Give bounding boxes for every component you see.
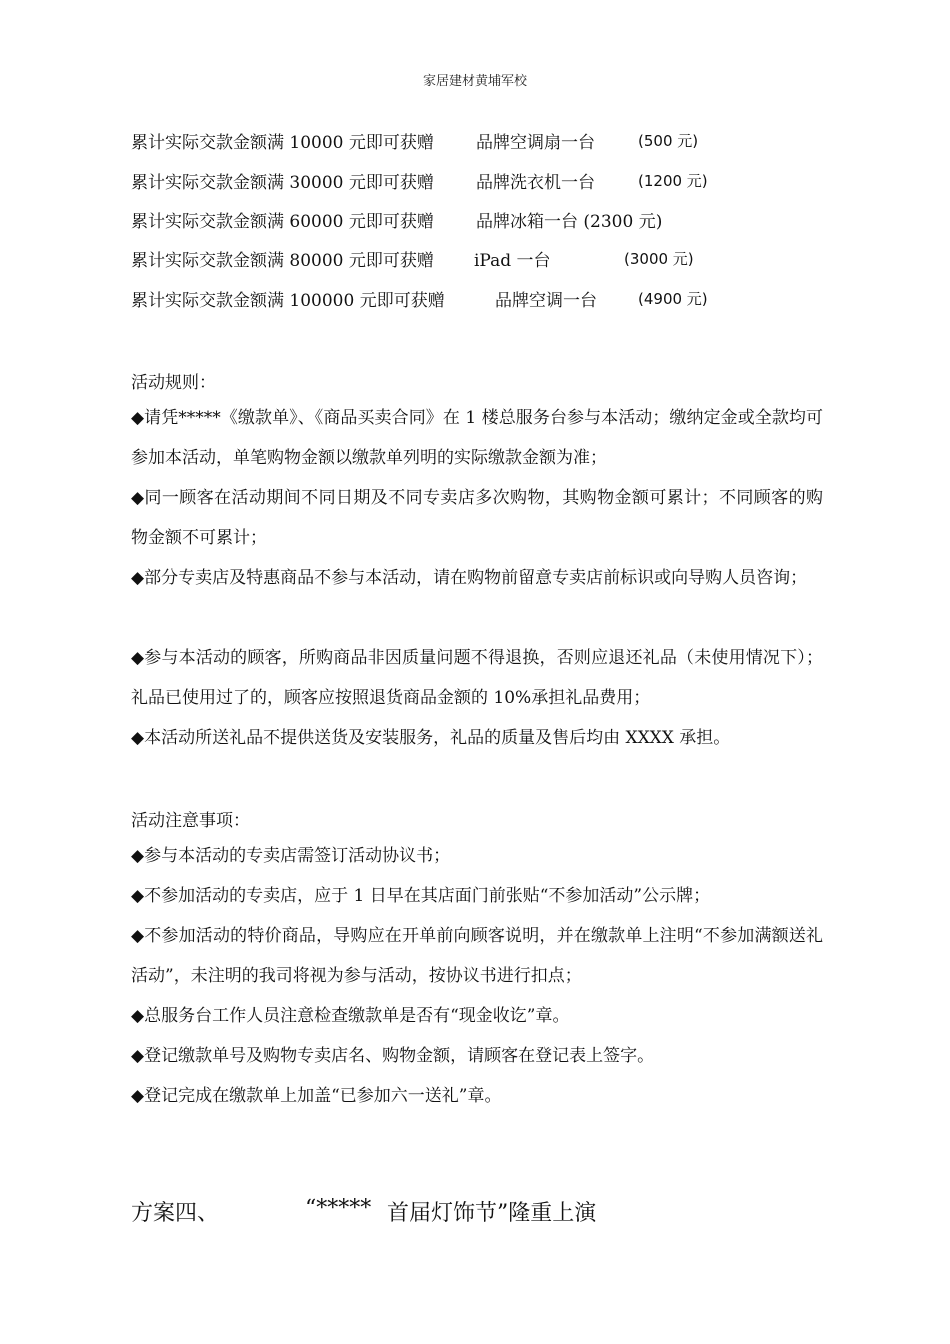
notes-title: 活动注意事项： bbox=[131, 811, 250, 831]
rule-item: ◆本活动所送礼品不提供送货及安装服务，礼品的质量及售后均由 XXXX 承担。 bbox=[131, 728, 731, 748]
prize-row bbox=[131, 128, 831, 156]
prize-condition: 累计实际交款金额满 80000 元即可获赠 bbox=[131, 251, 434, 271]
note-item: ◆登记完成在缴款单上加盖“已参加六一送礼”章。 bbox=[131, 1086, 502, 1106]
prize-condition: 累计实际交款金额满 100000 元即可获赠 bbox=[131, 291, 445, 311]
plan-name: 首届灯饰节”隆重上演 bbox=[387, 1201, 597, 1226]
prize-gift: 品牌空调一台 bbox=[495, 291, 597, 311]
prize-row bbox=[131, 286, 831, 314]
prize-row bbox=[131, 246, 831, 274]
page-header: 家居建材黄埔军校 bbox=[422, 74, 527, 89]
prize-condition: 累计实际交款金额满 60000 元即可获赠 bbox=[131, 212, 434, 232]
prize-gift: 品牌洗衣机一台 bbox=[476, 173, 595, 193]
note-item: ◆登记缴款单号及购物专卖店名、购物金额，请顾客在登记表上签字。 bbox=[131, 1046, 655, 1066]
rule-item: ◆同一顾客在活动期间不同日期及不同专卖店多次购物，其购物金额可累计；不同顾客的购物金额不可累计； bbox=[131, 488, 823, 548]
note-item: ◆总服务台工作人员注意检查缴款单是否有“现金收讫”章。 bbox=[131, 1006, 570, 1026]
plan-quote-open: “***** bbox=[305, 1196, 372, 1221]
prize-condition: 累计实际交款金额满 30000 元即可获赠 bbox=[131, 173, 434, 193]
note-item: ◆不参加活动的专卖店，应于 1 日早在其店面门前张贴“不参加活动”公示牌； bbox=[131, 886, 711, 906]
prize-gift: 品牌空调扇一台 bbox=[476, 133, 595, 153]
rules-title: 活动规则： bbox=[131, 373, 216, 393]
prize-price: (4900 元) bbox=[638, 290, 708, 308]
prize-row bbox=[131, 207, 831, 235]
rule-item: ◆请凭*****《缴款单》、《商品买卖合同》在 1 楼总服务台参与本活动；缴纳定金或全款均可参加本活动，单笔购物金额以缴款单列明的实际缴款金额为准； bbox=[131, 408, 823, 468]
note-item: ◆参与本活动的专卖店需签订活动协议书； bbox=[131, 846, 451, 866]
prize-condition: 累计实际交款金额满 10000 元即可获赠 bbox=[131, 133, 434, 153]
prize-price: (3000 元) bbox=[624, 250, 694, 268]
prize-price: (1200 元) bbox=[638, 172, 708, 190]
rule-item: ◆部分专卖店及特惠商品不参与本活动，请在购物前留意专卖店前标识或向导购人员咨询； bbox=[131, 568, 808, 588]
prize-row bbox=[131, 168, 831, 196]
prize-gift: 品牌冰箱一台 (2300 元) bbox=[476, 212, 663, 232]
prize-price: (500 元) bbox=[638, 132, 699, 150]
plan-label: 方案四、 bbox=[131, 1201, 220, 1226]
rule-item: ◆参与本活动的顾客，所购商品非因质量问题不得退换，否则应退还礼品（未使用情况下）；礼品已使用过了的，顾客应按照退货商品金额的 10%承担礼品费用； bbox=[131, 648, 823, 708]
prize-gift: iPad 一台 bbox=[474, 251, 551, 271]
note-item: ◆不参加活动的特价商品，导购应在开单前向顾客说明，并在缴款单上注明“不参加满额送礼活动”，未注明的我司将视为参与活动，按协议书进行扣点； bbox=[131, 926, 823, 986]
